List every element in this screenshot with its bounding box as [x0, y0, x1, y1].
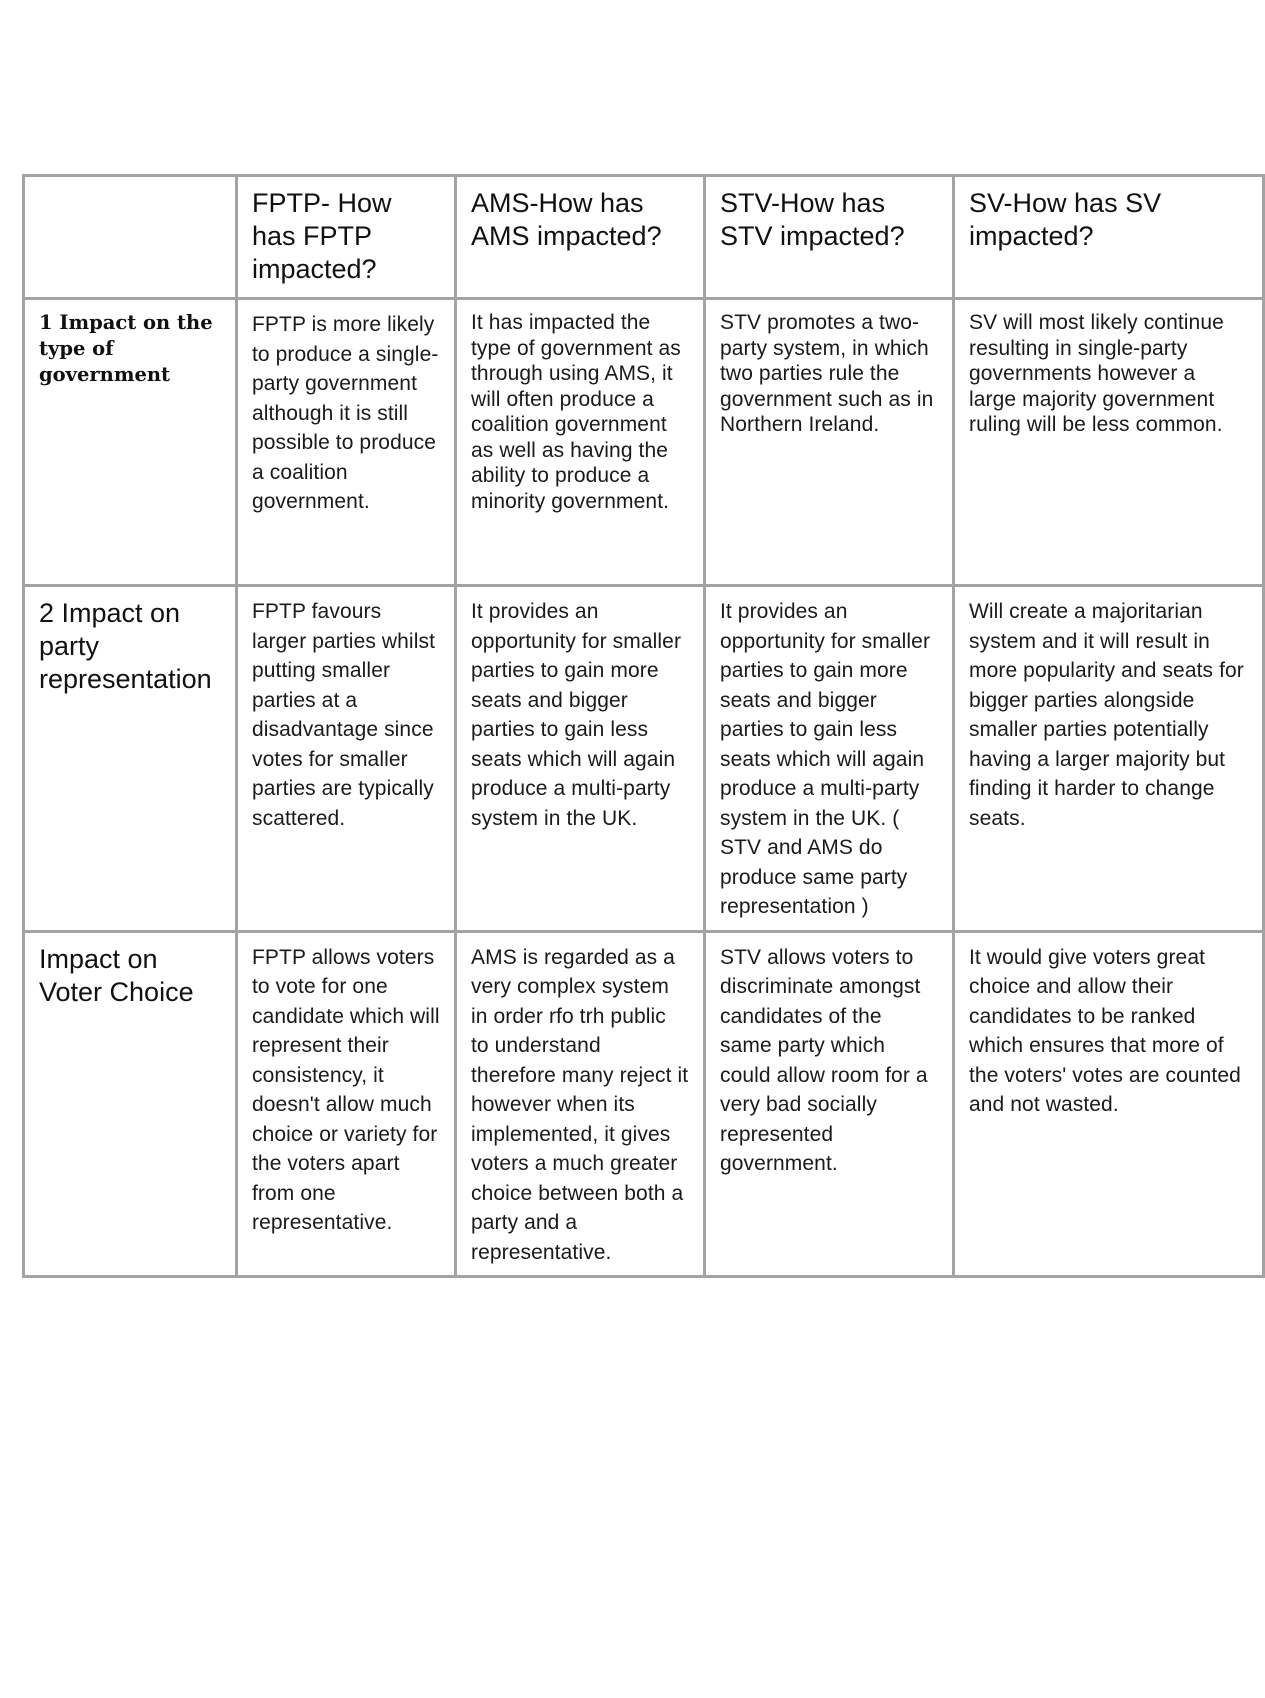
table-header-row [24, 176, 1264, 299]
table-cell [954, 299, 1264, 586]
header-stv-text: STV-How has STV impacted? [720, 188, 905, 251]
header-cell-empty [24, 176, 237, 299]
table-row [24, 586, 1264, 932]
cell-text: STV allows voters to discriminate amongst candidates of the same party which could allow room for a very bad socially represented government. [720, 945, 928, 1175]
row-label-cell [24, 931, 237, 1277]
header-cell-stv [705, 176, 954, 299]
cell-text: FPTP is more likely to produce a single-party government although it is still possible to produce a coalition government. [252, 313, 439, 513]
table-row [24, 299, 1264, 586]
table-cell [237, 586, 456, 932]
header-fptp-text: FPTP- How has FPTP impacted? [252, 188, 392, 284]
table-cell [456, 931, 705, 1277]
table-cell [954, 586, 1264, 932]
table-cell [456, 299, 705, 586]
cell-text: It has impacted the type of government as through using AMS, it will often produce a coalition government as well as having the ability to produce a minority government. [471, 311, 681, 513]
row-label-representation: 2 Impact on party representation [39, 598, 212, 694]
row-label-cell [24, 299, 237, 586]
cell-text: STV promotes a two-party system, in which two parties rule the government such as in Northern Ireland. [720, 311, 934, 436]
table-cell [705, 299, 954, 586]
table-cell [237, 299, 456, 586]
header-sv-text: SV-How has SV impacted? [969, 188, 1162, 251]
cell-text: Will create a majoritarian system and it will result in more popularity and seats for bigger parties alongside smaller parties potentially having a larger majority but finding it harder to change seats. [969, 600, 1244, 830]
header-ams-text: AMS-How has AMS impacted? [471, 188, 662, 251]
header-cell-sv [954, 176, 1264, 299]
cell-text: It provides an opportunity for smaller parties to gain more seats and bigger parties to gain less seats which will again produce a multi-party system in the UK. [471, 600, 682, 830]
table-row [24, 931, 1264, 1277]
table-cell [237, 931, 456, 1277]
cell-text: FPTP allows voters to vote for one candidate which will represent their consistency, it doesn't allow much choice or variety for the voters apart from one representative. [252, 945, 440, 1234]
cell-text: SV will most likely continue resulting in single-party governments however a large majority government ruling will be less common. [969, 311, 1224, 436]
comparison-table [22, 174, 1265, 1278]
table-cell [456, 586, 705, 932]
row-label-government: 1 Impact on the type of government [39, 311, 213, 386]
row-label-voter-choice: Impact on Voter Choice [39, 943, 194, 1007]
header-cell-ams [456, 176, 705, 299]
cell-text: It would give voters great choice and allow their candidates to be ranked which ensures that more of the voters' votes are counted and not wasted. [969, 945, 1241, 1116]
cell-text: FPTP favours larger parties whilst putting smaller parties at a disadvantage since votes for smaller parties are typically scattered. [252, 600, 435, 830]
header-cell-fptp [237, 176, 456, 299]
table-cell [705, 586, 954, 932]
cell-text: AMS is regarded as a very complex system in order rfo trh public to understand therefore many reject it however when its implemented, it gives voters a much greater choice between both a party and a representative. [471, 945, 689, 1264]
cell-text: It provides an opportunity for smaller parties to gain more seats and bigger parties to gain less seats which will again produce a multi-party system in the UK. ( STV and AMS do produce same party representation ) [720, 600, 931, 918]
table-cell [705, 931, 954, 1277]
row-label-cell [24, 586, 237, 932]
table-cell [954, 931, 1264, 1277]
